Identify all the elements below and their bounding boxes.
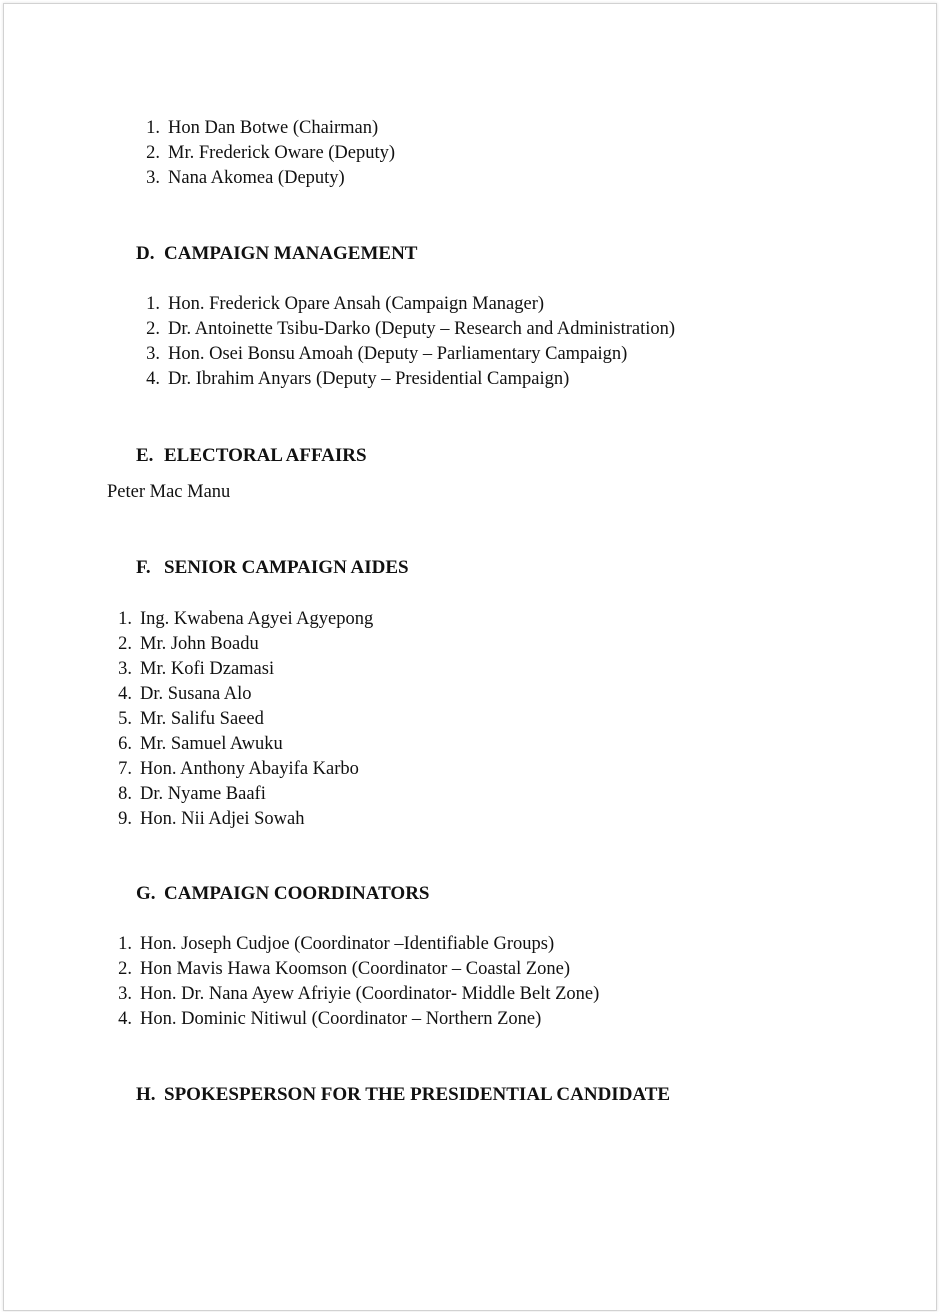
list-item: [132, 317, 675, 342]
list-number: 4.: [118, 1009, 132, 1029]
list-number: 8.: [118, 784, 132, 804]
section-title: SPOKESPERSON FOR THE PRESIDENTIAL CANDIDATE: [164, 1084, 671, 1105]
list-item: [104, 632, 259, 657]
list-item: [104, 807, 304, 832]
list-number: 3.: [118, 659, 132, 679]
list-number: 2.: [146, 143, 160, 163]
list-text: Hon. Osei Bonsu Amoah (Deputy – Parliamentary Campaign): [168, 344, 628, 364]
list-item: [132, 342, 627, 367]
list-number: 2.: [118, 634, 132, 654]
section-heading-e: [136, 443, 367, 468]
section-heading-h: [136, 1082, 670, 1107]
list-number: 3.: [146, 168, 160, 188]
section-title: ELECTORAL AFFAIRS: [164, 445, 367, 466]
list-item: [104, 657, 274, 682]
list-text: Hon Dan Botwe (Chairman): [168, 118, 379, 138]
list-text: Mr. Samuel Awuku: [140, 734, 283, 754]
section-letter: D.: [136, 243, 155, 264]
list-number: 4.: [146, 369, 160, 389]
list-text: Mr. Salifu Saeed: [140, 709, 264, 729]
document-page: [3, 3, 937, 1311]
list-number: 1.: [146, 118, 160, 138]
list-text: Dr. Ibrahim Anyars (Deputy – Presidential Campaign): [168, 369, 570, 389]
list-text: Ing. Kwabena Agyei Agyepong: [140, 609, 374, 629]
list-item: [132, 116, 378, 141]
list-item: [132, 292, 544, 317]
section-title: SENIOR CAMPAIGN AIDES: [164, 557, 409, 578]
list-text: Hon. Dominic Nitiwul (Coordinator – Northern Zone): [140, 1009, 542, 1029]
list-number: 6.: [118, 734, 132, 754]
list-item: [104, 732, 283, 757]
section-letter: G.: [136, 883, 156, 904]
section-title: CAMPAIGN COORDINATORS: [164, 883, 430, 904]
list-item: [132, 166, 345, 191]
list-number: 3.: [146, 344, 160, 364]
list-number: 2.: [146, 319, 160, 339]
list-text: Nana Akomea (Deputy): [168, 168, 345, 188]
list-item: [104, 682, 252, 707]
list-text: Mr. John Boadu: [140, 634, 259, 654]
list-text: Dr. Nyame Baafi: [140, 784, 266, 804]
list-text: Hon Mavis Hawa Koomson (Coordinator – Coastal Zone): [140, 959, 571, 979]
list-number: 1.: [118, 609, 132, 629]
list-text: Dr. Antoinette Tsibu-Darko (Deputy – Research and Administration): [168, 319, 676, 339]
section-heading-g: [136, 881, 429, 906]
section-title: CAMPAIGN MANAGEMENT: [164, 243, 418, 264]
list-item: [104, 707, 264, 732]
list-number: 5.: [118, 709, 132, 729]
section-heading-d: [136, 241, 418, 266]
list-item: [104, 757, 359, 782]
list-text: Mr. Frederick Oware (Deputy): [168, 143, 396, 163]
list-number: 1.: [118, 934, 132, 954]
list-item: [104, 1007, 541, 1032]
list-text: Hon. Anthony Abayifa Karbo: [140, 759, 359, 779]
list-number: 7.: [118, 759, 132, 779]
list-item: [104, 957, 570, 982]
list-item: [104, 932, 554, 957]
list-text: Dr. Susana Alo: [140, 684, 252, 704]
list-text: Hon. Frederick Opare Ansah (Campaign Manager): [168, 294, 545, 314]
list-number: 4.: [118, 684, 132, 704]
list-item: [132, 141, 395, 166]
section-letter: F.: [136, 557, 151, 578]
list-item: [104, 782, 266, 807]
list-item: [104, 607, 373, 632]
list-number: 1.: [146, 294, 160, 314]
list-number: 3.: [118, 984, 132, 1004]
list-item: [132, 367, 569, 392]
list-text: Hon. Dr. Nana Ayew Afriyie (Coordinator- Middle Belt Zone): [140, 984, 600, 1004]
section-letter: H.: [136, 1084, 156, 1105]
list-text: Mr. Kofi Dzamasi: [140, 659, 275, 679]
list-item: [104, 982, 599, 1007]
list-text: Hon. Joseph Cudjoe (Coordinator –Identifiable Groups): [140, 934, 555, 954]
list-text: Hon. Nii Adjei Sowah: [140, 809, 305, 829]
section-letter: E.: [136, 445, 154, 466]
list-number: 9.: [118, 809, 132, 829]
list-number: 2.: [118, 959, 132, 979]
section-heading-f: [136, 555, 409, 580]
electoral-affairs-person: Peter Mac Manu: [107, 482, 231, 502]
